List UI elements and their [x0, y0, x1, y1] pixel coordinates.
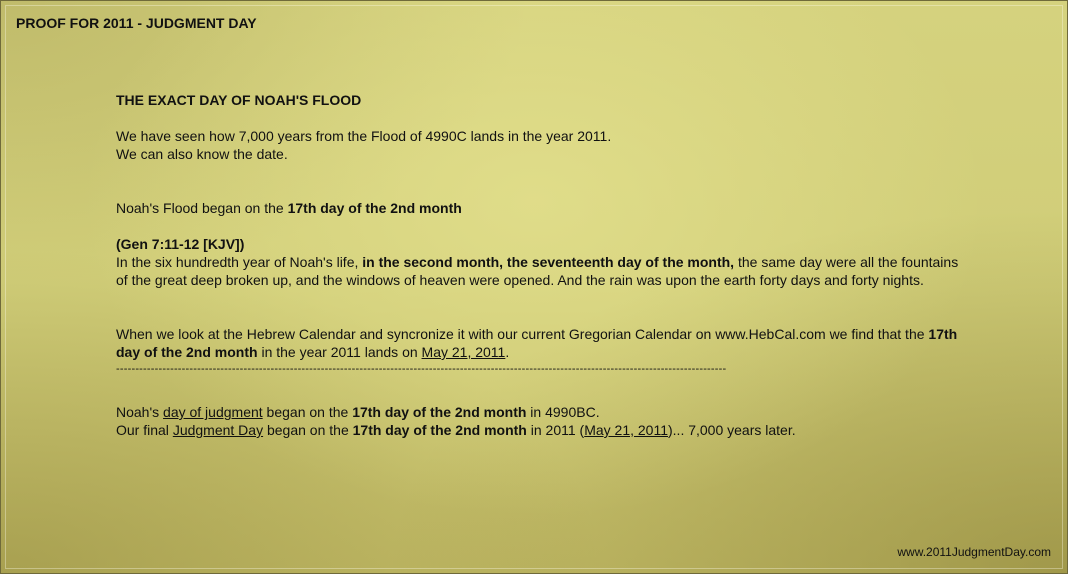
- noah-bold: 17th day of the 2nd month: [352, 404, 527, 420]
- verse-part-2: the same day were all the fountains of the great deep broken up, and the windows of heaven were opened. And the rain was upon the earth forty days and forty nights.: [116, 254, 959, 288]
- flood-began-prefix: Noah's Flood began on the: [116, 200, 288, 216]
- calendar-part-1: When we look at the Hebrew Calendar and syncronize it with our current Gregorian Calendar on www.HebCal.com we find that the: [116, 326, 929, 342]
- noah-mid: began on the: [262, 404, 353, 420]
- final-judgment-line: [116, 421, 966, 439]
- final-prefix: Our final: [116, 422, 173, 438]
- intro-line-1: We have seen how 7,000 years from the Flood of 4990C lands in the year 2011.: [116, 128, 612, 144]
- noah-prefix: Noah's: [116, 404, 164, 420]
- intro-line-2: We can also know the date.: [116, 146, 288, 162]
- footer-url[interactable]: www.2011JudgmentDay.com: [897, 545, 1051, 559]
- day-of-judgment-link[interactable]: day of judgment: [163, 404, 263, 420]
- flood-began-line: [116, 199, 966, 217]
- final-mid: began on the: [263, 422, 353, 438]
- may-21-link[interactable]: May 21, 2011: [421, 344, 506, 360]
- may-21-link-2[interactable]: May 21, 2011: [584, 422, 668, 438]
- page-title: PROOF FOR 2011 - JUDGMENT DAY: [16, 15, 257, 31]
- noah-judgment-line: [116, 403, 966, 421]
- divider-line: --------------------------------------------------------------------------------------------------------------------------------------------------------------: [116, 363, 727, 375]
- calendar-bold: 17th day of the 2nd month: [116, 326, 958, 360]
- flood-began-bold: 17th day of the 2nd month: [287, 200, 462, 216]
- calendar-part-2: in the year 2011 lands on: [257, 344, 422, 360]
- calendar-end: .: [505, 344, 510, 360]
- verse-ref-text: (Gen 7:11-12 [KJV]): [116, 236, 245, 252]
- noah-end: in 4990BC.: [526, 404, 600, 420]
- judgment-day-link[interactable]: Judgment Day: [172, 422, 264, 438]
- final-mid-2: in 2011 (: [526, 422, 585, 438]
- verse-part-1: In the six hundredth year of Noah's life,: [116, 254, 363, 270]
- final-end: )... 7,000 years later.: [668, 422, 796, 438]
- verse-text: [116, 253, 966, 289]
- main-content: [116, 91, 966, 439]
- section-heading: THE EXACT DAY OF NOAH'S FLOOD: [116, 92, 362, 108]
- verse-bold: in the second month, the seventeenth day of the month,: [362, 254, 735, 270]
- verse-reference: [116, 235, 966, 253]
- final-bold: 17th day of the 2nd month: [352, 422, 527, 438]
- calendar-paragraph: [116, 325, 966, 361]
